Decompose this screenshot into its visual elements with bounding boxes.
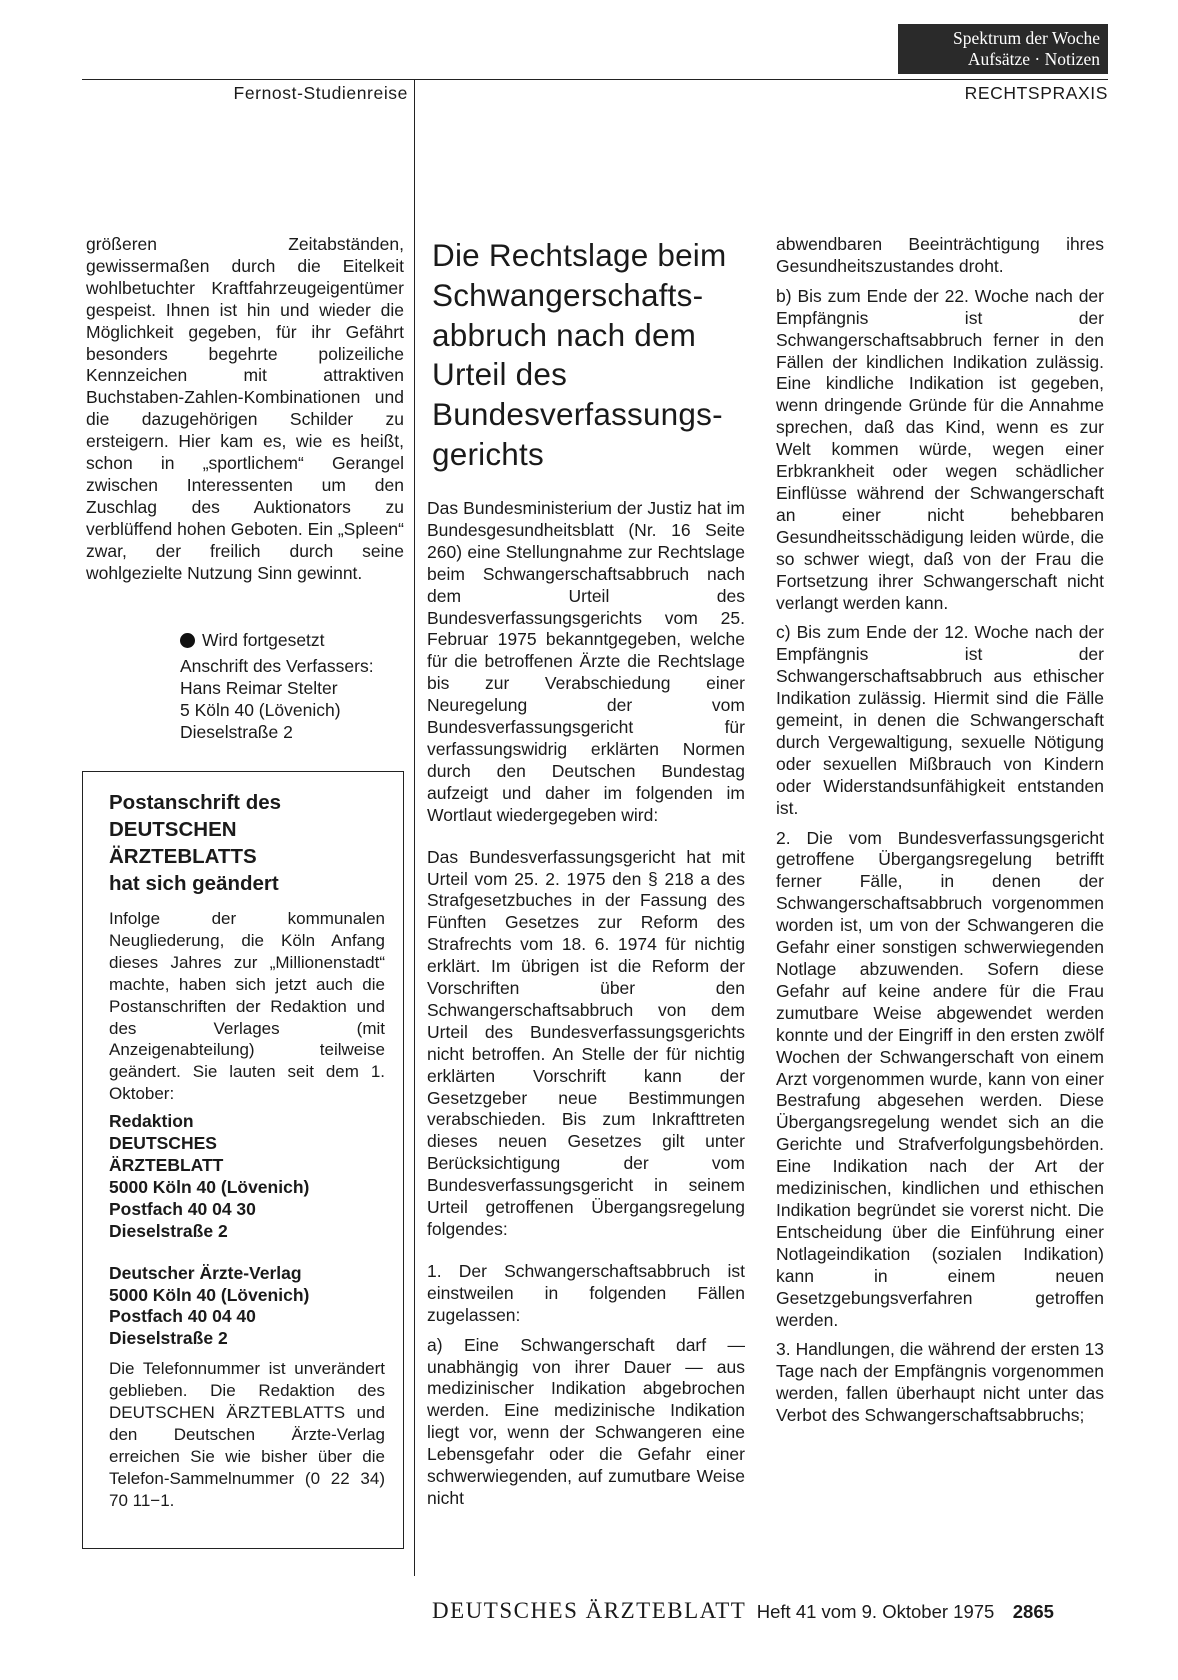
address-line: Dieselstraße 2 (109, 1328, 228, 1349)
address-line: ÄRZTEBLATT (109, 1154, 224, 1175)
continued-label: Wird fortgesetzt (202, 630, 325, 650)
postal-address-notice-box (82, 771, 404, 1549)
badge-line-1: Spektrum der Woche (953, 28, 1100, 48)
heading-line: ÄRZTEBLATTS (109, 845, 257, 868)
author-line: Hans Reimar Stelter (180, 677, 338, 698)
notice-intro: Infolge der kommunalen Neugliederung, die Köln Anfang dieses Jahres zur „Millionenstadt“ machte, haben sich jetzt auch die Postanschriften der Redaktion und des Verlages (mit Anzeigenabteilung) teilweise geändert. Sie lauten seit dem 1. Oktober: (109, 909, 385, 1104)
author-line: 5 Köln 40 (Lövenich) (180, 699, 341, 720)
address-line: Redaktion (109, 1111, 194, 1132)
title-line: abbruch nach dem (432, 316, 697, 353)
notice-heading (109, 789, 385, 897)
article-paragraph: 3. Handlungen, die während der ersten 13 Tage nach der Empfängnis vorgenommen werden, fallen überhaupt nicht unter das Verbot des Schwangerschaftsabbruchs; (776, 1339, 1104, 1426)
editorial-address (109, 1111, 385, 1242)
heading-line: hat sich geändert (109, 872, 279, 895)
article-paragraph: a) Eine Schwangerschaft darf — unabhängig von ihrer Dauer — aus medizinischer Indikation abgebrochen werden. Eine medizinische Indikation liegt vor, wenn der Schwangeren eine Lebensgefahr oder die Gefahr einer schwerwiegenden, auf zumutbare Weise nicht (427, 1334, 745, 1508)
article-paragraph: 1. Der Schwangerschaftsabbruch ist einstweilen in folgenden Fällen zugelassen: (427, 1260, 745, 1325)
address-line: Dieselstraße 2 (109, 1220, 228, 1241)
address-line: 5000 Köln 40 (Lövenich) (109, 1176, 310, 1197)
page-number: 2865 (1012, 1601, 1054, 1622)
address-line: DEUTSCHES (109, 1133, 217, 1154)
heading-line: DEUTSCHEN (109, 818, 237, 841)
publisher-address (109, 1263, 385, 1351)
bullet-dot-icon (180, 633, 195, 648)
journal-name: DEUTSCHES ÄRZTEBLATT (432, 1598, 747, 1623)
right-section-header: RECHTSPRAXIS (964, 83, 1108, 103)
title-line: Die Rechtslage beim (432, 237, 727, 273)
badge-line-2: Aufsätze · Notizen (967, 49, 1100, 69)
page-footer (432, 1598, 1108, 1624)
title-line: Schwangerschafts- (432, 276, 704, 313)
author-line: Dieselstraße 2 (180, 721, 293, 742)
author-address (180, 656, 420, 744)
address-line: Postfach 40 04 40 (109, 1306, 256, 1327)
title-line: Urteil des (432, 356, 568, 393)
section-badge (898, 24, 1108, 74)
article-paragraph: Das Bundesministerium der Justiz hat im Bundesgesundheitsblatt (Nr. 16 Seite 260) eine Stellungnahme zur Rechtslage beim Schwangerschaftsabbruch nach dem Urteil des Bundesverfassungsgerichts vom 25. Februar 1975 bekanntgegeben, welche für die betroffenen Ärzte die Rechtslage bis zur Verabschiedung einer Neuregelung der vom Bundesverfassungsgericht für verfassungswidrig erklärten Normen durch den Deutschen Bundestag aufzeigt und daher im folgenden im Wortlaut wiedergegeben wird: (427, 498, 745, 825)
address-line: Deutscher Ärzte-Verlag (109, 1262, 302, 1283)
article-paragraph: b) Bis zum Ende der 22. Woche nach der Empfängnis ist der Schwangerschaftsabbruch ferner in den Fällen der kindlichen Indikation zulässig. Eine kindliche Indikation ist gegeben, wenn dringende Gründe für die Annahme sprechen, daß das Kind, wenn es zur Welt kommen würde, wegen einer Erbkrankheit oder wegen schädlicher Einflüsse während der Schwangerschaft an einer nicht behebbaren Gesundheitsschädigung leiden würde, die so schwer wiegt, daß von der Frau die Fortsetzung ihrer Schwangerschaft nicht verlangt werden kann. (776, 285, 1104, 613)
left-paragraph: größeren Zeitabständen, gewissermaßen durch die Eitelkeit wohlbetuchter Kraftfahrzeugeigentümer gespeist. Ihnen ist hin und wieder die Möglichkeit gegeben, für ihr Gefährt besonders begehrte polizeiliche Kennzeichen mit attraktiven Buchstaben-Zahlen-Kombinationen und die dazugehörigen Schilder zu ersteigern. Hier kam es, wie es heißt, schon in „sportlichem“ Gerangel zwischen Interessenten um den Zuschlag des Auktionators zu verblüffend hohen Geboten. Ein „Spleen“ zwar, der freilich durch seine wohlgezielte Nutzung Sinn gewinnt. (86, 234, 404, 583)
article-title (432, 236, 762, 475)
title-line: Bundesverfassungs- (432, 396, 723, 433)
continued-note (180, 630, 325, 651)
address-line: 5000 Köln 40 (Lövenich) (109, 1284, 310, 1305)
notice-outro: Die Telefonnummer ist unverändert geblieben. Die Redaktion des DEUTSCHEN ÄRZTEBLATTS und den Deutschen Ärzte-Verlag erreichen Sie wie bisher über die Telefon-Sammelnummer (0 22 34) 70 11−1. (109, 1359, 385, 1510)
title-line: gerichts (432, 435, 544, 472)
heading-line: Postanschrift des (109, 791, 282, 814)
left-section-header: Fernost-Studienreise (233, 83, 408, 103)
article-paragraph: c) Bis zum Ende der 12. Woche nach der Empfängnis ist der Schwangerschaftsabbruch aus ethischer Indikation zulässig. Hiermit sind die Fälle gemeint, in denen die Schwangerschaft durch Vergewaltigung, sexuelle Nötigung oder sexuellen Mißbrauch von Kindern oder Widerstandsunfähigkeit entstanden ist. (776, 622, 1104, 818)
article-paragraph: Das Bundesverfassungsgericht hat mit Urteil vom 25. 2. 1975 den § 218 a des Strafgesetzbuches in der Fassung des Fünften Gesetzes zur Reform des Strafrechts vom 18. 6. 1974 für nichtig erklärt. Im übrigen ist die Reform der Vorschriften über den Schwangerschaftsabbruch von dem Urteil des Bundesverfassungsgerichts nicht betroffen. An Stelle der für nichtig erklärten Vorschrift kann der Gesetzgeber neue Bestimmungen verabschieden. Bis zum Inkrafttreten dieses neuen Gesetzes gilt unter Berücksichtigung der vom Bundesverfassungsgericht in seinem Urteil getroffenen Übergangsregelung folgendes: (427, 846, 745, 1239)
issue-info: Heft 41 vom 9. Oktober 1975 (756, 1601, 995, 1622)
left-column-text (86, 234, 404, 585)
article-paragraph: abwendbaren Beeinträchtigung ihres Gesundheitszustandes droht. (776, 234, 1104, 276)
address-line: Postfach 40 04 30 (109, 1198, 256, 1219)
header-rule (82, 79, 1108, 80)
column-divider (414, 79, 415, 1576)
middle-column-text (427, 498, 745, 1510)
author-line: Anschrift des Verfassers: (180, 656, 374, 676)
article-paragraph: 2. Die vom Bundesverfassungsgericht getroffene Übergangsregelung betrifft ferner Fälle, in denen der Schwangerschaftsabbruch vorgenommen worden ist, um von der Schwangeren die Gefahr einer sonstigen schwerwiegenden Notlage abzuwenden. Sofern diese Gefahr auf keine andere für die Frau zumutbare Weise abgewendet werden konnte und der Eingriff in den ersten zwölf Wochen der Schwangerschaft von einem Arzt vorgenommen wurde, kann von einer Bestrafung abgesehen werden. Diese Übergangsregelung wendet sich an die Gerichte und Strafverfolgungsbehörden. Eine Indikation nach der Art der medizinischen, kindlichen und ethischen Indikation begründet sie vorerst nicht. Die Entscheidung über die Einführung einer Notlageindikation (sozialen Indikation) kann in einem neuen Gesetzgebungsverfahren getroffen werden. (776, 827, 1104, 1330)
right-column-text (776, 234, 1104, 1427)
